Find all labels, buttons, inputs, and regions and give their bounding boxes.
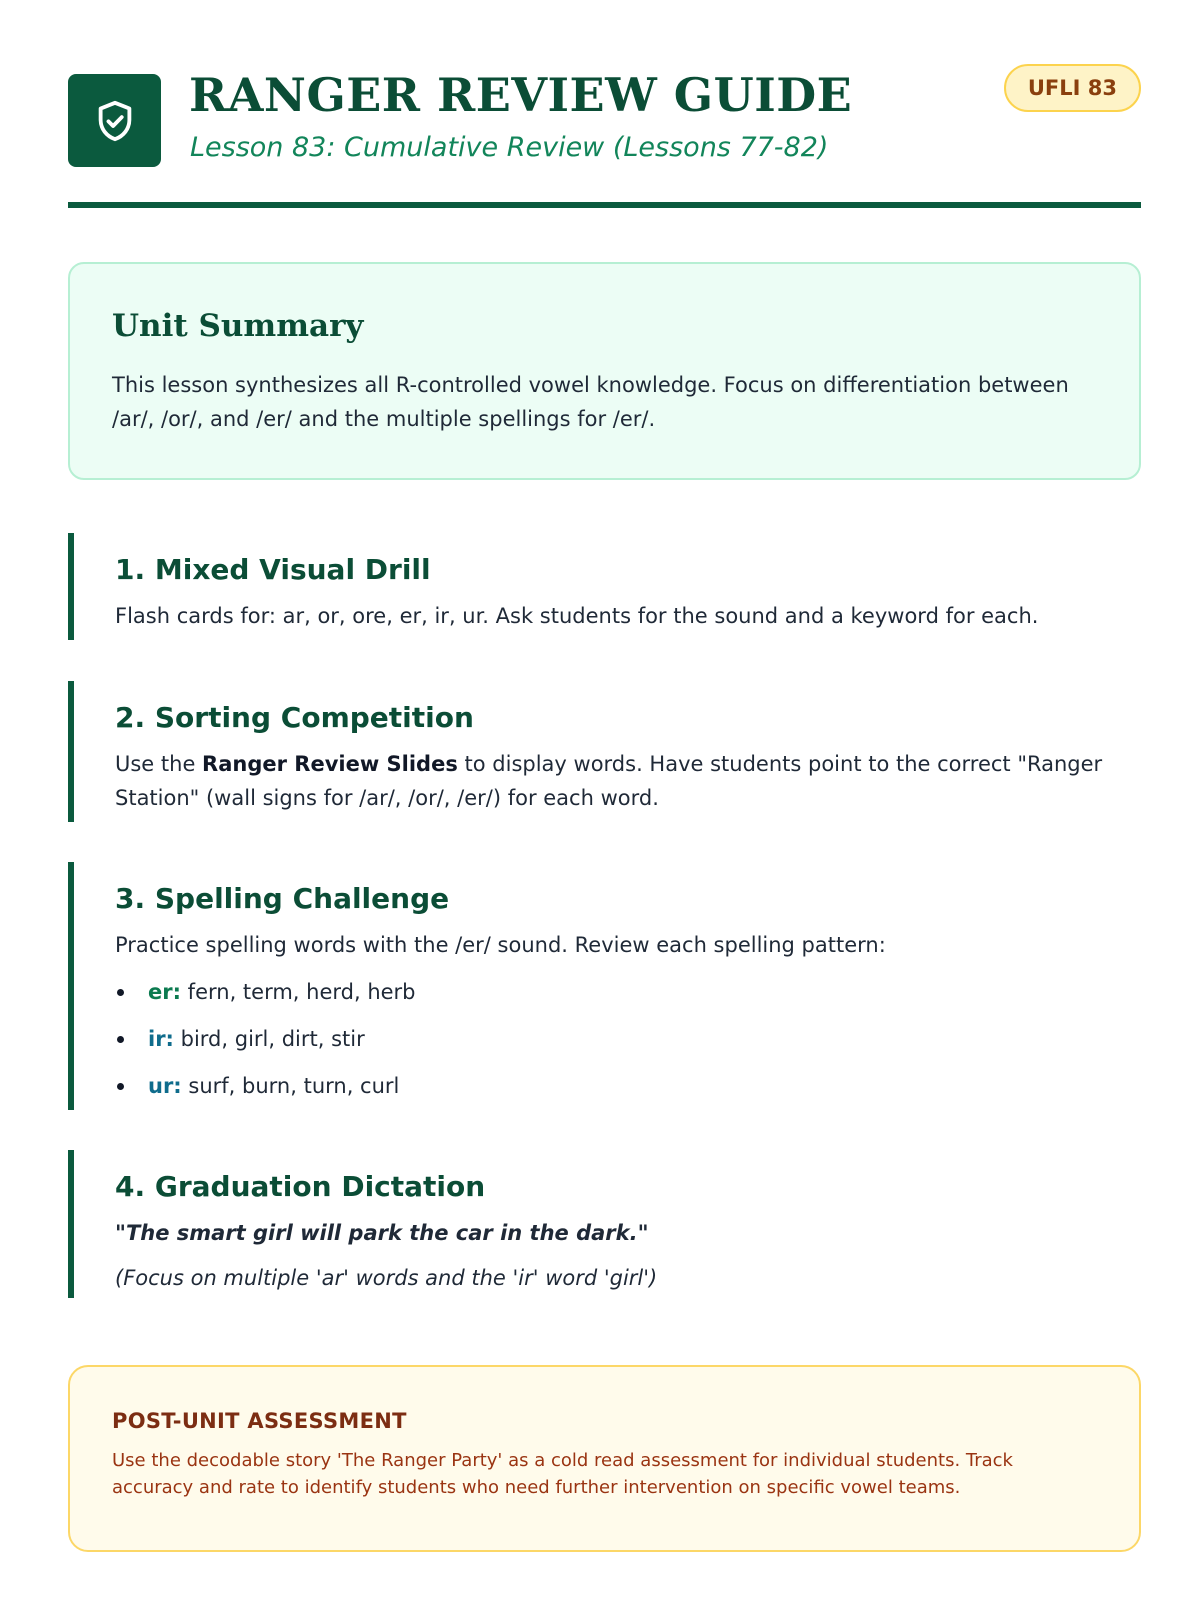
- unit-summary-text: This lesson synthesizes all R-controlled vowel knowledge. Focus on differentiation between /ar/, /or/, and /er/ and the multiple spellings for /er/.: [112, 373, 1069, 431]
- assessment-heading: POST-UNIT ASSESSMENT: [112, 1409, 407, 1433]
- step-title: 3. Spelling Challenge: [115, 882, 450, 915]
- step-title: 2. Sorting Competition: [115, 701, 474, 734]
- step-text: Practice spelling words with the /er/ sound. Review each spelling pattern:: [115, 933, 886, 957]
- list-item: [115, 975, 1141, 1009]
- dictation-sentence: "The smart girl will park the car in the dark.": [115, 1221, 649, 1245]
- unit-summary-heading: Unit Summary: [112, 308, 364, 344]
- list-item: [115, 1022, 1141, 1056]
- lesson-guide-page: [68, 0, 1141, 1498]
- post-unit-assessment-card: [68, 1365, 1141, 1552]
- list-item: [115, 1069, 1141, 1103]
- logo: [68, 74, 161, 167]
- ranger-review-slides-label: Ranger Review Slides: [202, 752, 458, 776]
- step-text-after: to display words. Have students point to the correct "Ranger Station" (wall signs for /ar/, /or/, /er/) for each word.: [115, 752, 1103, 810]
- step-mixed-visual-drill: [68, 533, 1141, 640]
- step-spelling-challenge: [68, 862, 1141, 1110]
- page-header: [68, 0, 1141, 208]
- pattern-words: bird, girl, dirt, stir: [173, 1027, 365, 1051]
- step-text: Flash cards for: ar, or, ore, er, ir, ur. Ask students for the sound and a keyword for each.: [115, 604, 1039, 628]
- dictation-note: (Focus on multiple 'ar' words and the 'ir' word 'girl'): [115, 1266, 658, 1290]
- pattern-words: surf, burn, turn, curl: [181, 1074, 400, 1098]
- unit-summary-card: [68, 262, 1141, 480]
- step-title: 4. Graduation Dictation: [115, 1170, 486, 1203]
- pattern-key: ur:: [148, 1074, 182, 1098]
- page-subtitle: Lesson 83: Cumulative Review (Lessons 77-82): [190, 132, 829, 163]
- step-sorting-competition: [68, 681, 1141, 822]
- header-divider: [68, 202, 1141, 208]
- step-title: 1. Mixed Visual Drill: [115, 553, 431, 586]
- step-text-before: Use the: [115, 752, 203, 776]
- page-title: RANGER REVIEW GUIDE: [189, 68, 853, 122]
- pattern-key: er:: [148, 980, 181, 1004]
- step-text: [115, 747, 1141, 815]
- step-graduation-dictation: [68, 1150, 1141, 1298]
- lesson-badge: UFLI 83: [1004, 64, 1141, 112]
- shield-check-icon: [92, 98, 138, 144]
- pattern-words: fern, term, herd, herb: [181, 980, 416, 1004]
- pattern-key: ir:: [148, 1027, 174, 1051]
- spelling-pattern-list: [115, 975, 1141, 1103]
- assessment-text: Use the decodable story 'The Ranger Party' as a cold read assessment for individual students. Track accuracy and rate to identify students who need further intervention on specific vowel teams.: [112, 1450, 1013, 1498]
